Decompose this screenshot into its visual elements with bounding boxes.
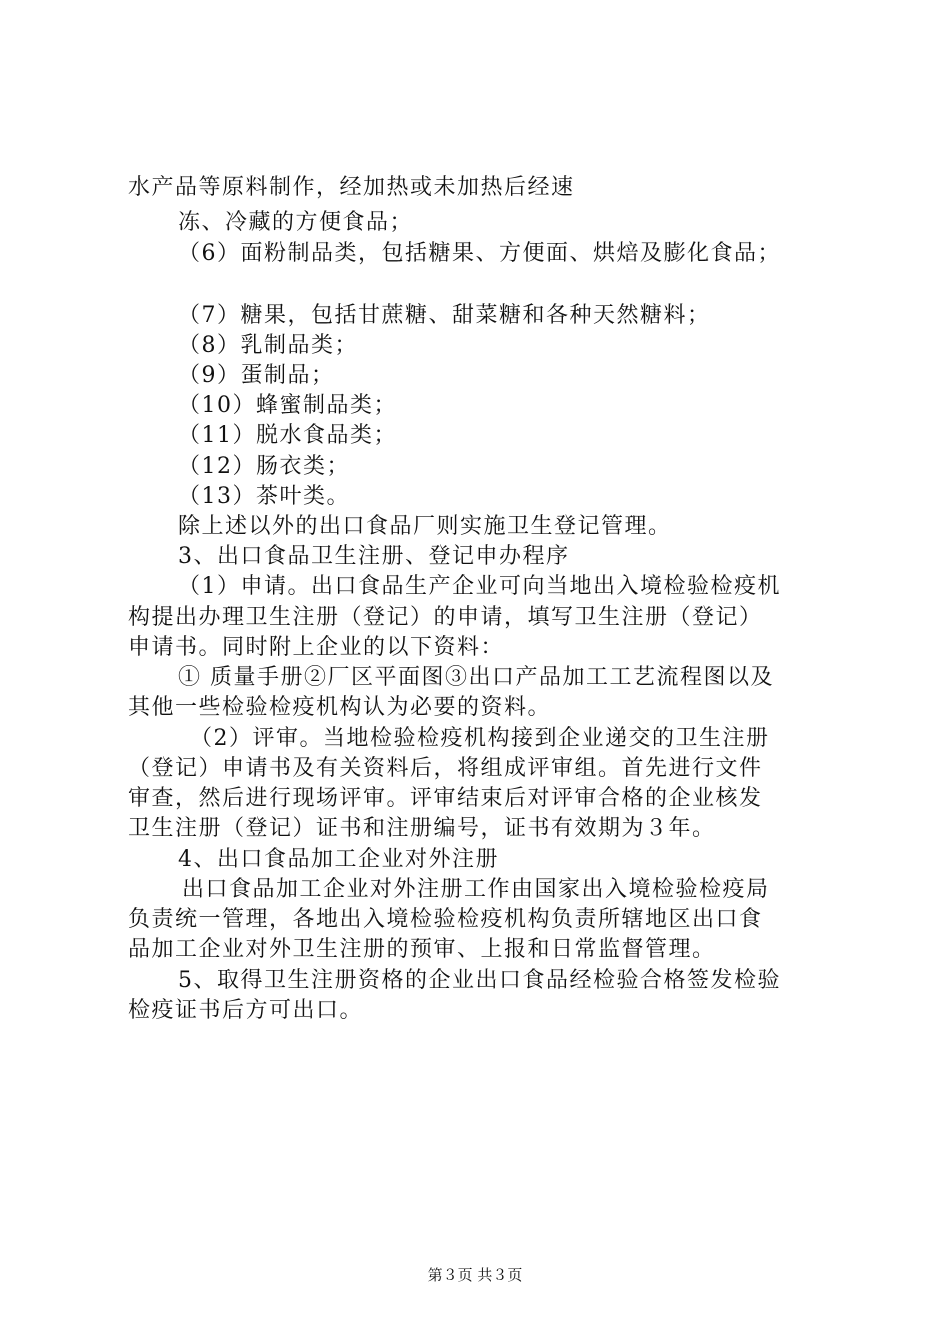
text-line-14: 构提出办理卫生注册（登记）的申请，填写卫生注册（登记） [128, 605, 763, 630]
text-line-24: 负责统一管理，各地出入境检验检疫机构负责所辖地区出口食 [128, 907, 763, 932]
text-line-1: 水产品等原料制作，经加热或未加热后经速 [128, 175, 575, 200]
text-line-3: （6）面粉制品类，包括糖果、方便面、烘焙及膨化食品； [178, 241, 781, 266]
text-line-26: 5、取得卫生注册资格的企业出口食品经检验合格签发检验 [178, 968, 781, 993]
text-line-7: （10）蜂蜜制品类； [178, 393, 397, 418]
text-line-12: 3、出口食品卫生注册、登记申办程序 [178, 544, 570, 569]
text-line-4: （7）糖果，包括甘蔗糖、甜菜糖和各种天然糖料； [178, 303, 711, 328]
text-line-6: （9）蛋制品； [178, 363, 335, 388]
text-line-2: 冻、冷藏的方便食品； [178, 210, 414, 235]
text-line-23: 出口食品加工企业对外注册工作由国家出入境检验检疫局 [182, 877, 770, 902]
text-line-19: （登记）申请书及有关资料后，将组成评审组。首先进行文件 [128, 756, 763, 781]
page-footer: 第３页 共３页 [427, 1266, 523, 1284]
text-line-5: （8）乳制品类； [178, 333, 358, 358]
text-line-27: 检疫证书后方可出口。 [128, 998, 364, 1023]
text-line-18: （2）评审。当地检验检疫机构接到企业递交的卫生注册 [190, 726, 770, 751]
text-line-22: 4、出口食品加工企业对外注册 [178, 847, 499, 872]
text-line-17: 其他一些检验检疫机构认为必要的资料。 [128, 695, 552, 720]
text-line-11: 除上述以外的出口食品厂则实施卫生登记管理。 [178, 514, 672, 539]
text-line-9: （12）肠衣类； [178, 454, 350, 479]
text-line-25: 品加工企业对外卫生注册的预审、上报和日常监督管理。 [128, 937, 716, 962]
text-line-21: 卫生注册（登记）证书和注册编号，证书有效期为３年。 [128, 816, 716, 841]
text-line-8: （11）脱水食品类； [178, 423, 397, 448]
text-line-20: 审查，然后进行现场评审。评审结束后对评审合格的企业核发 [128, 786, 763, 811]
text-line-13: （1）申请。出口食品生产企业可向当地出入境检验检疫机 [178, 574, 781, 599]
text-line-15: 申请书。同时附上企业的以下资料： [128, 635, 505, 660]
text-line-10: （13）茶叶类。 [178, 484, 350, 509]
text-line-16: ① 质量手册②厂区平面图③出口产品加工工艺流程图以及 [178, 665, 774, 690]
